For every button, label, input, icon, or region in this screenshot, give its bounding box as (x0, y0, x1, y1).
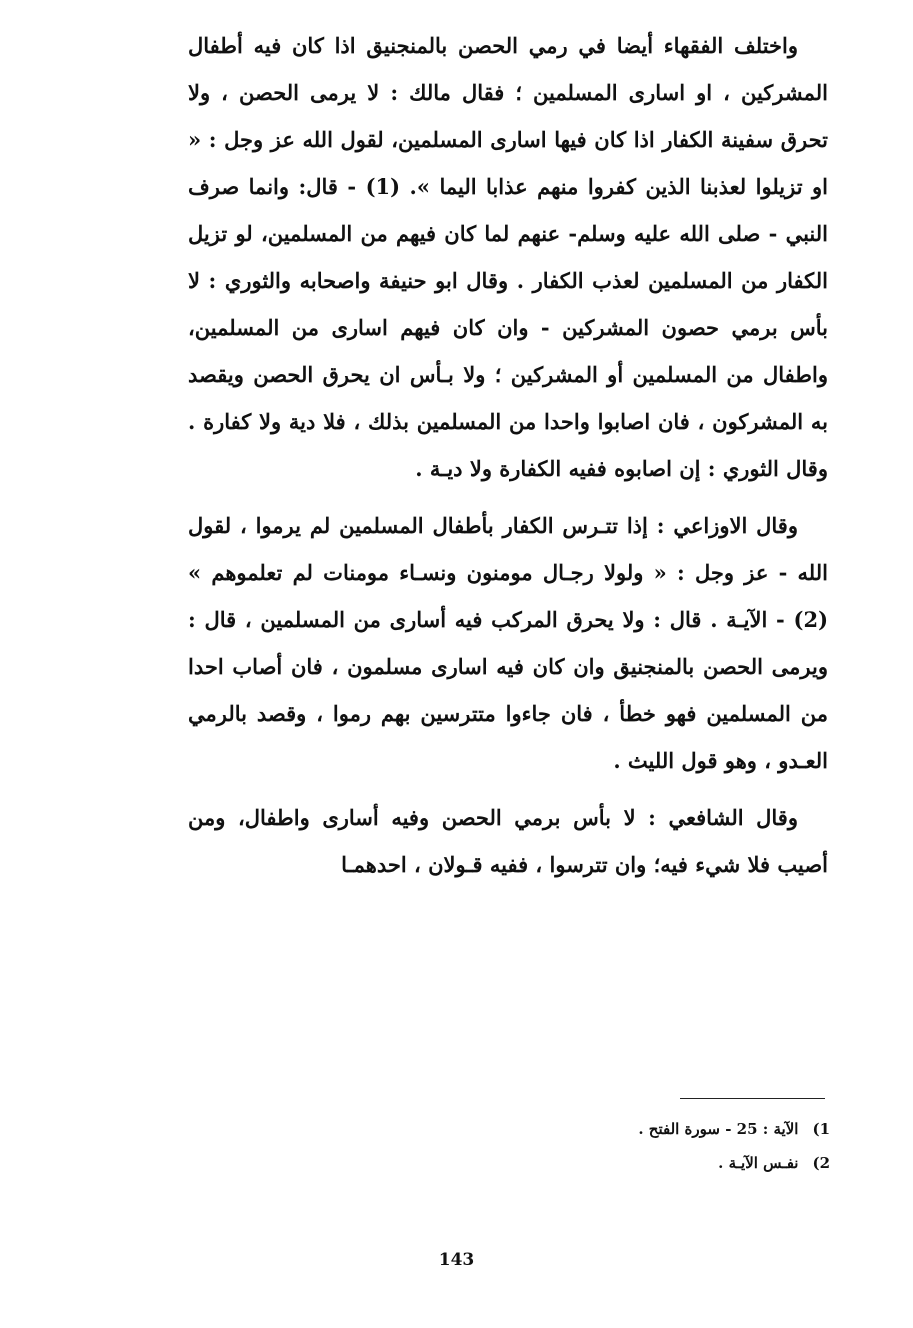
paragraph-2 (188, 502, 828, 784)
footnote-2 (430, 1146, 830, 1180)
footnote-1-text: الآية : 25 - سورة الفتح . (638, 1120, 799, 1138)
main-text (188, 22, 828, 888)
page-number: 143 (438, 1250, 475, 1270)
footnotes (430, 1112, 830, 1180)
paragraph-1 (188, 22, 828, 492)
footnote-divider (680, 1098, 825, 1099)
footnote-2-text: نفـس الآيـة . (718, 1154, 799, 1172)
paragraph-1-text: واختلف الفقهاء أيضا في رمي الحصن بالمنجنيق اذا كان فيه أطفال المشركين ، او اسارى المسلمين ؛ فقال مالك : لا يرمى الحصن ، ولا تحرق سفينة الكفار اذا كان فيها اسارى المسلمين، لقول الله عز وجل : « او تزيلوا لعذبنا الذين كفروا منهم عذابا اليما ». (1) - قال: وانما صرف النبي - صلى الله عليه وسلم- عنهم لما كان فيهم من المسلمين، لو تزيل الكفار من المسلمين لعذب الكفار . وقال ابو حنيفة واصحابه والثوري : لا بأس برمي حصون المشركين - وان كان فيهم اسارى من المسلمين، واطفال من المسلمين أو المشركين ؛ ولا بـأس ان يحرق الحصن ويقصد به المشركون ، فان اصابوا واحدا من المسلمين بذلك ، فلا دية ولا كفارة . وقال الثوري : إن اصابوه ففيه الكفارة ولا ديـة . (188, 33, 828, 481)
footnote-1 (430, 1112, 830, 1146)
paragraph-2-text: وقال الاوزاعي : إذا تتـرس الكفار بأطفال المسلمين لم يرموا ، لقول الله - عز وجل : « ولولا رجـال مومنون ونسـاء مومنات لم تعلموهم » (2) - الآيـة . قال : ولا يحرق المركب فيه أسارى من المسلمين ، قال : ويرمى الحصن بالمنجنيق وان كان فيه اسارى مسلمون ، فان أصاب احدا من المسلمين فهو خطأ ، فان جاءوا متترسين بهم رموا ، وقصد بالرمي العـدو ، وهو قول الليث . (188, 513, 828, 773)
paragraph-3-text: وقال الشافعي : لا بأس برمي الحصن وفيه أسارى واطفال، ومن أصيب فلا شيء فيه؛ وان تترسوا ، ففيه قـولان ، احدهمـا (188, 805, 828, 877)
paragraph-3 (188, 794, 828, 888)
footnote-2-number: 2) (812, 1154, 830, 1172)
footnote-1-number: 1) (812, 1120, 830, 1138)
